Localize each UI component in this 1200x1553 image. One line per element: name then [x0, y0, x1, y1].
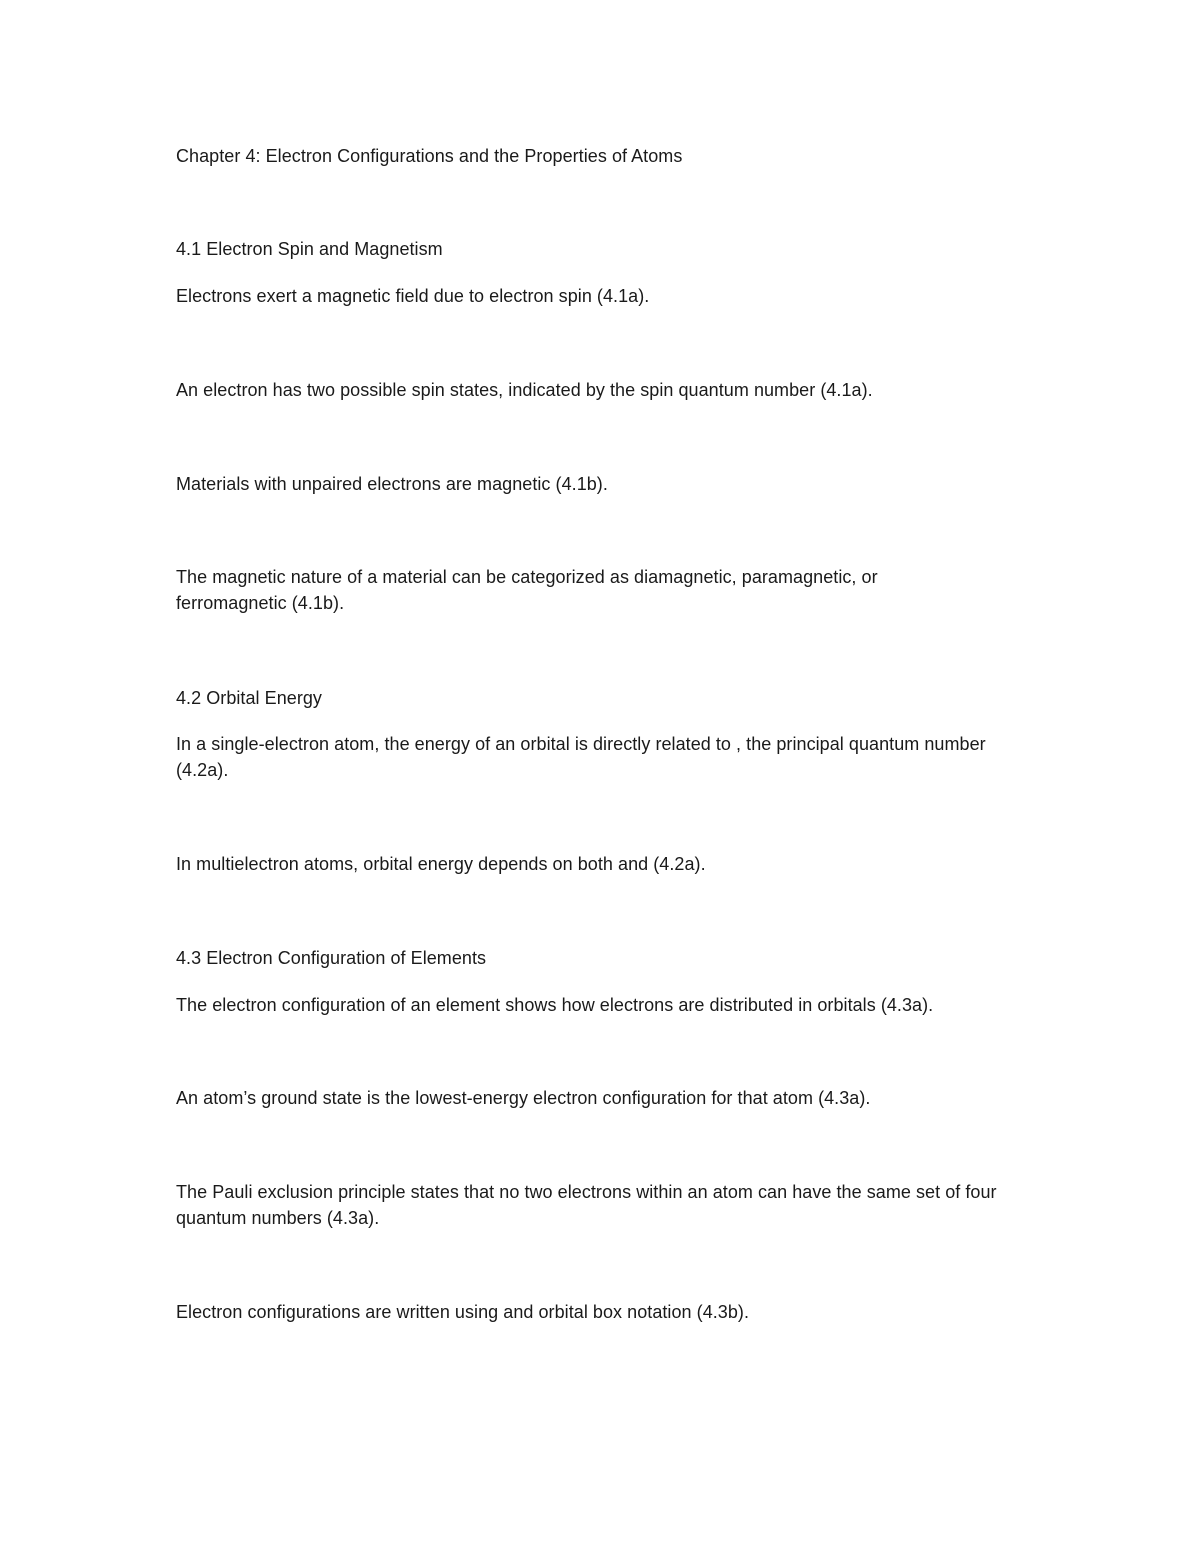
paragraph: The magnetic nature of a material can be categorized as diamagnetic, paramagnetic, or ferromagnetic (4.1b).: [176, 567, 878, 613]
paragraph: The Pauli exclusion principle states that no two electrons within an atom can have the same set of four quantum numbers (4.3a).: [176, 1182, 997, 1228]
paragraph: The electron configuration of an element shows how electrons are distributed in orbitals (4.3a).: [176, 995, 934, 1015]
paragraph: In multielectron atoms, orbital energy depends on both and (4.2a).: [176, 854, 706, 874]
section-heading-4-1: 4.1 Electron Spin and Magnetism: [176, 239, 443, 259]
paragraph: An atom’s ground state is the lowest-energy electron configuration for that atom (4.3a).: [176, 1088, 871, 1108]
paragraph: Electrons exert a magnetic field due to electron spin (4.1a).: [176, 286, 650, 306]
section-heading-4-3: 4.3 Electron Configuration of Elements: [176, 948, 487, 968]
paragraph: An electron has two possible spin states, indicated by the spin quantum number (4.1a).: [176, 380, 873, 400]
section-heading-4-2: 4.2 Orbital Energy: [176, 688, 322, 708]
paragraph: Electron configurations are written using and orbital box notation (4.3b).: [176, 1302, 750, 1322]
paragraph: Materials with unpaired electrons are magnetic (4.1b).: [176, 474, 608, 494]
paragraph: In a single-electron atom, the energy of an orbital is directly related to , the principal quantum number (4.2a).: [176, 734, 986, 780]
chapter-title: Chapter 4: Electron Configurations and the Properties of Atoms: [176, 146, 683, 166]
